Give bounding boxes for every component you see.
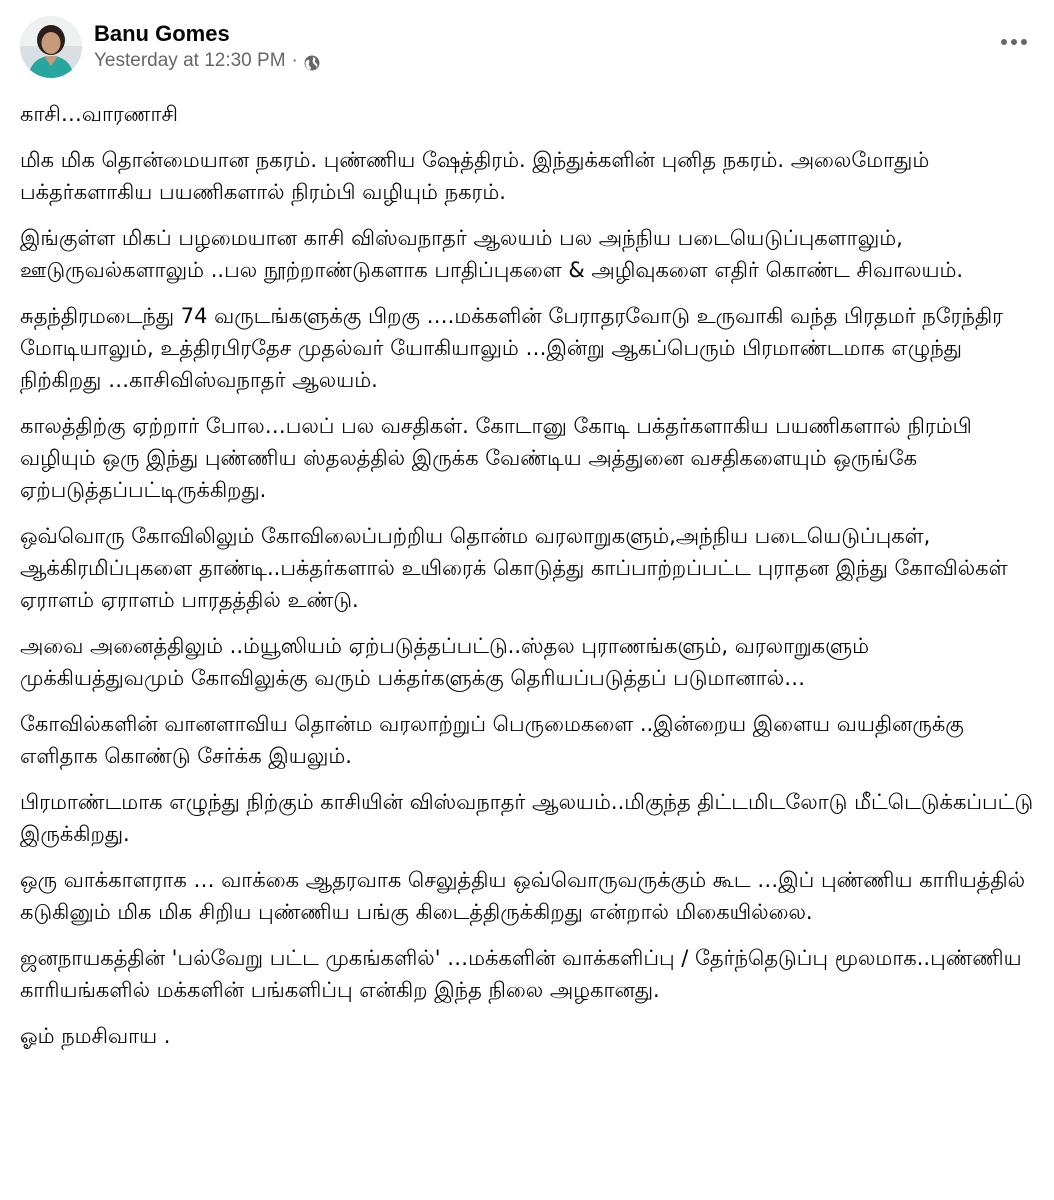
post-body <box>20 98 1034 1052</box>
post-paragraph: ஓம் நமசிவாய . <box>20 1024 171 1048</box>
post-paragraph: பிரமாண்டமாக எழுந்து நிற்கும் காசியின் விஸ்வநாதர் ஆலயம்..மிகுந்த திட்டமிடலோடு மீட்டெடுக்கப்பட்டு இருக்கிறது. <box>20 790 1034 846</box>
post-header <box>20 14 1034 80</box>
post-paragraph: காசி…வாரணாசி <box>20 102 178 126</box>
post-paragraph: ஜனநாயகத்தின் 'பல்வேறு பட்ட முகங்களில்' …மக்களின் வாக்களிப்பு / தேர்ந்தெடுப்பு மூலமாக..புண்ணிய காரியங்களில் மக்களின் பங்களிப்பு என்கிற இந்த நிலை அழகானது. <box>20 946 1022 1002</box>
post-timestamp[interactable]: Yesterday at 12:30 PM <box>94 50 286 71</box>
post-paragraph: காலத்திற்கு ஏற்றார் போல…பலப் பல வசதிகள். கோடானு கோடி பக்தர்களாகிய பயணிகளால் நிரம்பி வழியும் ஒரு இந்து புண்ணிய ஸ்தலத்தில் இருக்க வேண்டிய அத்துனை வசதிகளையும் ஒருங்கே ஏற்படுத்தப்பட்டிருக்கிறது. <box>20 414 972 502</box>
more-horizontal-icon <box>1000 38 1028 46</box>
post-paragraph: கோவில்களின் வானளாவிய தொன்ம வரலாற்றுப் பெருமைகளை ..இன்றைய இளைய வயதினருக்கு எளிதாக கொண்டு சேர்க்க இயலும். <box>20 712 964 768</box>
post-paragraph: இங்குள்ள மிகப் பழமையான காசி விஸ்வநாதர் ஆலயம் பல அந்நிய படையெடுப்புகளாலும், ஊடுருவல்களாலும் ..பல நூற்றாண்டுகளாக பாதிப்புகளை & அழிவுகளை எதிர் கொண்ட சிவாலயம். <box>20 226 964 282</box>
author-name[interactable]: Banu Gomes <box>94 21 230 46</box>
avatar[interactable] <box>20 16 82 78</box>
more-options-button[interactable] <box>996 24 1032 60</box>
globe-icon[interactable] <box>304 53 320 69</box>
post-paragraph: சுதந்திரமடைந்து 74 வருடங்களுக்கு பிறகு ….மக்களின் பேராதரவோடு உருவாகி வந்த பிரதமர் நரேந்திர மோடியாலும், உத்திரபிரதேச முதல்வர் யோகியாலும் …இன்று ஆகப்பெரும் பிரமாண்டமாக எழுந்து நிற்கிறது …காசிவிஸ்வநாதர் ஆலயம். <box>20 304 1004 392</box>
post-paragraph: ஒரு வாக்காளராக … வாக்கை ஆதரவாக செலுத்திய ஒவ்வொருவருக்கும் கூட …இப் புண்ணிய காரியத்தில் கடுகினும் மிக மிக சிறிய புண்ணிய பங்கு கிடைத்திருக்கிறது என்றால் மிகையில்லை. <box>20 868 1026 924</box>
post-paragraph: மிக மிக தொன்மையான நகரம். புண்ணிய ஷேத்திரம். இந்துக்களின் புனித நகரம். அலைமோதும் பக்தர்களாகிய பயணிகளால் நிரம்பி வழியும் நகரம். <box>20 148 930 204</box>
header-meta <box>94 20 1034 74</box>
post-paragraph: ஒவ்வொரு கோவிலிலும் கோவிலைப்பற்றிய தொன்ம வரலாறுகளும்,அந்நிய படையெடுப்புகள், ஆக்கிரமிப்புகளை தாண்டி..பக்தர்களால் உயிரைக் கொடுத்து காப்பாற்றப்பட்ட புராதன இந்து கோவில்கள் ஏராளம் ஏராளம் பாரதத்தில் உண்டு. <box>20 524 1008 612</box>
post-sub-meta <box>94 48 1034 74</box>
avatar-image <box>20 16 82 78</box>
post-paragraph: அவை அனைத்திலும் ..ம்யூஸியம் ஏற்படுத்தப்பட்டு..ஸ்தல புராணங்களும், வரலாறுகளும் முக்கியத்துவமும் கோவிலுக்கு வரும் பக்தர்களுக்கு தெரியப்படுத்தப் படுமானால்… <box>20 634 870 690</box>
meta-separator: · <box>291 50 298 71</box>
